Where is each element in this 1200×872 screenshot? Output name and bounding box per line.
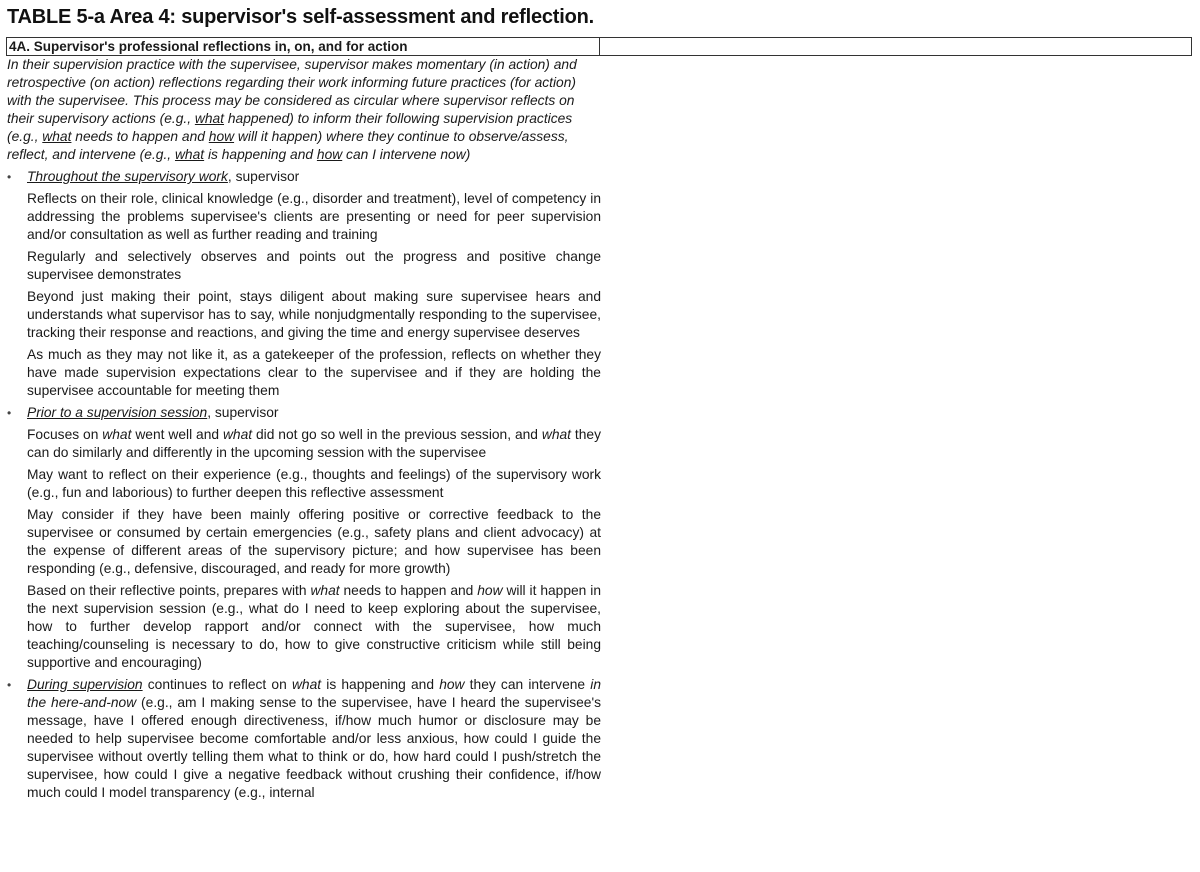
list-item: Focuses on what went well and what did not go so well in the previous session, and what they can do similarly and differently in the upcoming session with the supervisee — [27, 427, 601, 460]
table-body-cell — [7, 56, 601, 802]
list-item: As much as they may not like it, as a gatekeeper of the profession, reflects on whether they have made supervision expectations clear to the supervisee and if they are holding the supervisee accountable for meeting them — [27, 347, 601, 398]
bullet-throughout: • Throughout the supervisory work, supervisor — [7, 169, 300, 184]
table-header-cell-left: 4A. Supervisor's professional reflections in, on, and for action — [6, 37, 599, 56]
list-item: May want to reflect on their experience (e.g., thoughts and feelings) of the supervisory work (e.g., fun and laborious) to further deepen this reflective assessment — [27, 467, 601, 500]
bullet-during: • During supervision continues to reflect on what is happening and how they can intervene in the here-and-now (e.g., am I making sense to the supervisee, have I heard the supervisee's message, have I offered enough directiveness, if/how much humor or disclosure may be needed to help supervisee become comfortable and/or less anxious, how could I guide the supervisee without overtly telling them what to think or do, how hard could I push/stretch the supervisee, how could I give a negative feedback without crushing their confidence, if/how much could I model transparency (e.g., internal — [7, 677, 602, 800]
list-item: Reflects on their role, clinical knowledge (e.g., disorder and treatment), level of competency in addressing the problems supervisee's clients are presenting or need for peer supervision and/or consultation as well as further reading and training — [27, 191, 601, 242]
table-title: TABLE 5-a Area 4: supervisor's self-assessment and reflection. — [7, 6, 595, 28]
bullet-dot-icon: • — [7, 406, 12, 420]
list-item: May consider if they have been mainly offering positive or corrective feedback to the supervisee or consumed by certain emergencies (e.g., safety plans and client advocacy) at the expense of different areas of the supervisory picture; and how supervisee has been responding (e.g., defensive, discouraged, and ready for more growth) — [27, 507, 601, 576]
bullet-prior: • Prior to a supervision session, supervisor — [7, 405, 279, 420]
bullet-dot-icon: • — [7, 678, 12, 692]
list-item: Based on their reflective points, prepares with what needs to happen and how will it happen in the next supervision session (e.g., what do I need to keep exploring about the supervisee, how to further develop rapport and/or connect with the supervisee, how much teaching/counseling is necessary to do, how to give constructive criticism while still being supportive and encouraging) — [27, 583, 601, 670]
list-item: Beyond just making their point, stays diligent about making sure supervisee hears and understands what supervisor has to say, while nonjudgmentally responding to the supervisee, tracking their response and reactions, and giving the time and energy supervisee deserves — [27, 289, 601, 340]
bullet-lead: Prior to a supervision session — [27, 405, 208, 420]
list-item: Regularly and selectively observes and points out the progress and positive change supervisee demonstrates — [27, 249, 601, 282]
bullet-dot-icon: • — [7, 170, 12, 184]
intro-paragraph: In their supervision practice with the supervisee, supervisor makes momentary (in action) and retrospective (on action) reflections regarding their work informing future practices (for action) with the supervisee. This process may be considered as circular where supervisor reflects on their supervisory actions (e.g., what happened) to inform their following supervision practices (e.g., what needs to happen and how will it happen) where they continue to observe/assess, reflect, and intervene (e.g., what is happening and how can I intervene now) — [7, 57, 577, 162]
bullet-lead: Throughout the supervisory work — [27, 169, 228, 184]
bullet-lead: During supervision — [27, 677, 143, 692]
table-header-row — [6, 37, 1192, 56]
table-header-cell-right — [599, 37, 1192, 56]
